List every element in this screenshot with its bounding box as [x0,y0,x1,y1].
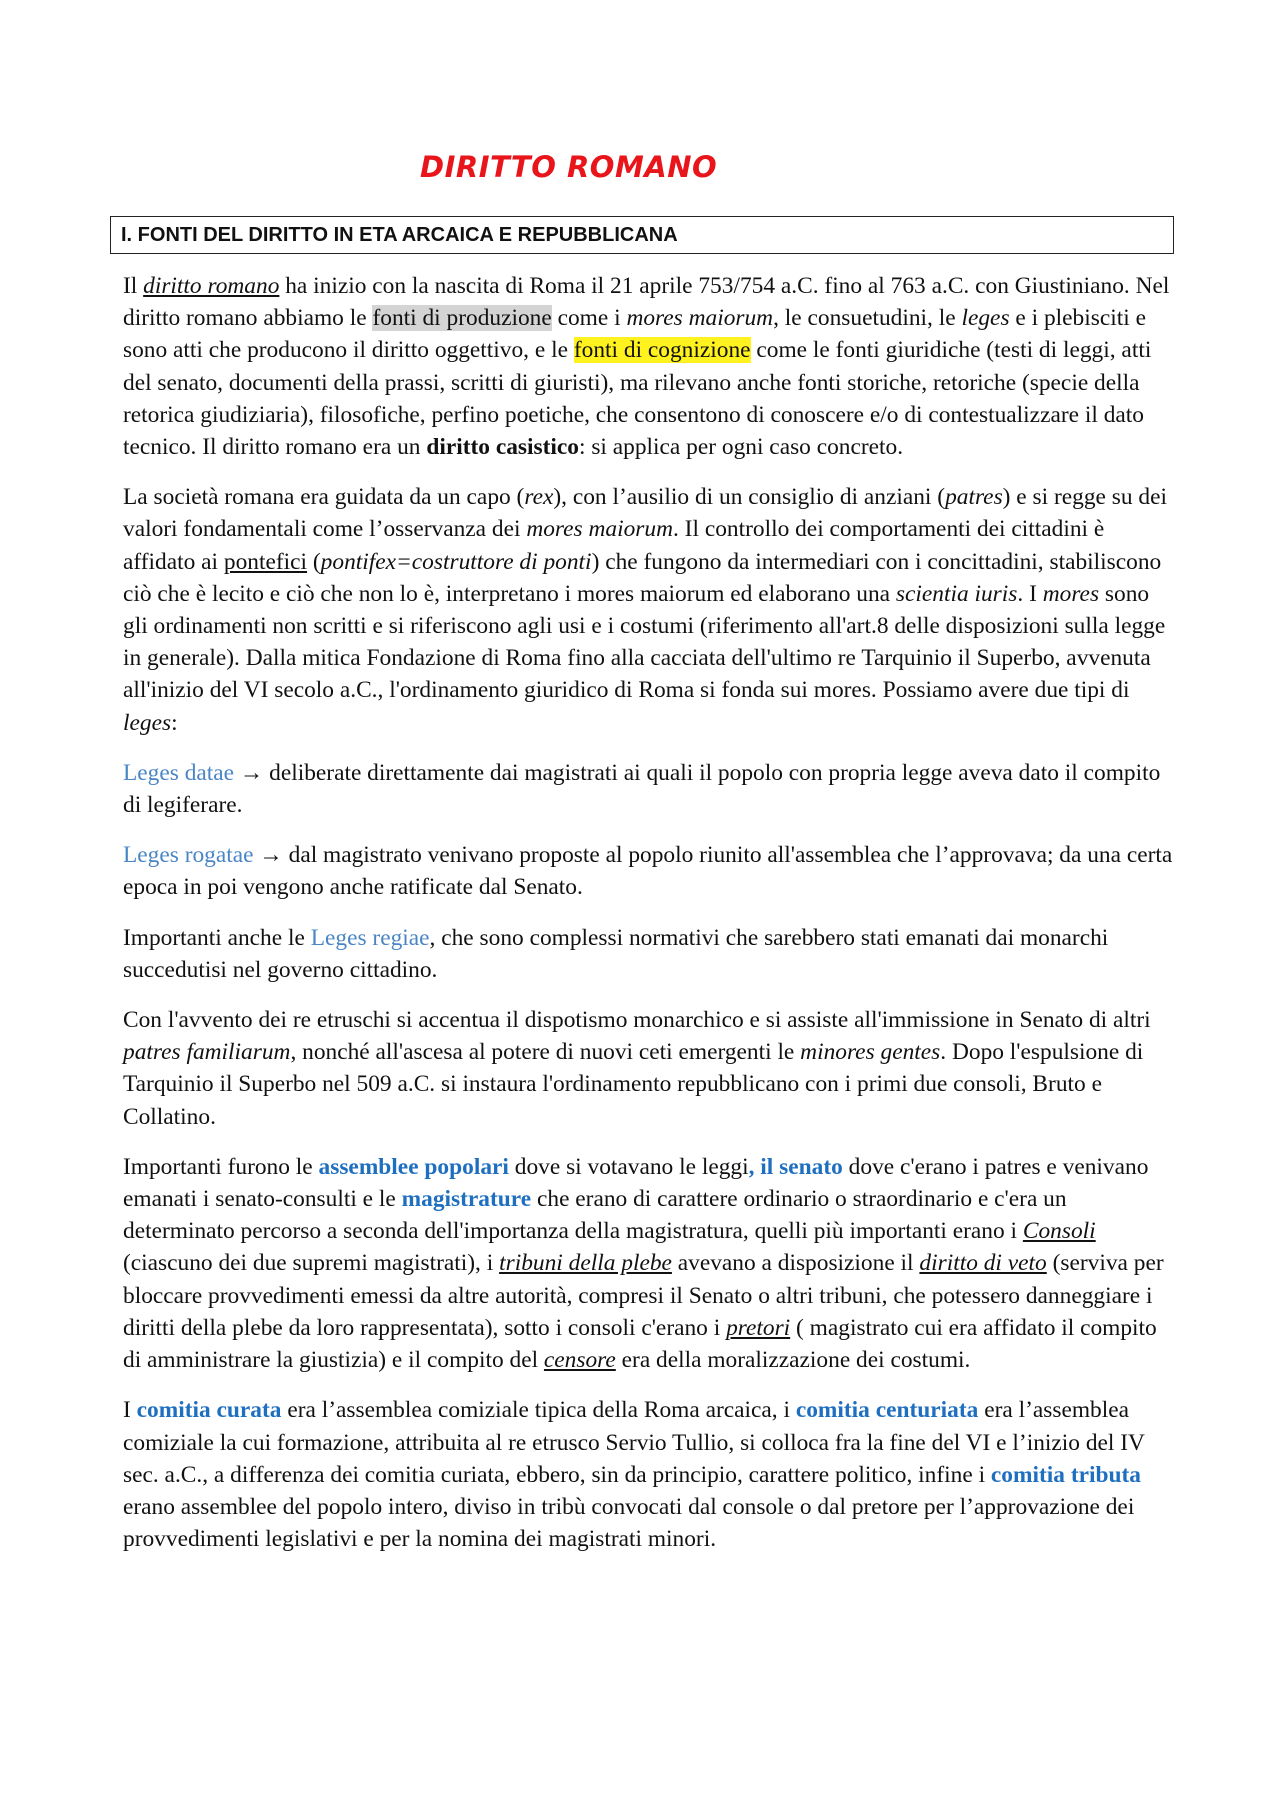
term-diritto-casistico: diritto casistico [426,434,579,461]
term-consoli: Consoli [1022,1218,1096,1245]
term-il-senato: , il senato [748,1153,843,1180]
term-leges-datae: Leges datae [123,759,235,786]
term-pretori: pretori [726,1314,791,1341]
paragraph-leges-rogatae: Leges rogatae → dal magistrato venivano proposte al popolo riunito all'assemblea che l’approvava; da una certa epoca in poi vengono anche ratificate dal Senato. [123,842,1173,901]
term-magistrature: magistrature [401,1186,532,1213]
paragraph-institutions: Importanti furono le assemblee popolari dove si votavano le leggi, il senato dove c'erano i patres e venivano emanati i senato-consulti e le magistrature che erano di carattere ordinario o straordinario e c'era un determinato percorso a seconda dell'importanza della magistratura, quelli più importanti erano i Consoli (ciascuno dei due supremi magistrati), i tribuni della plebe avevano a disposizione il diritto di veto (serviva per bloccare provvedimenti emessi da altre autorità, compresi il Senato o altri tribuni, che potessero danneggiare i diritti della plebe da loro rappresentata), sotto i consoli c'erano i pretori ( magistrato cui era affidato il compito di amministrare la giustizia) e il compito del censore era della moralizzazione dei costumi. [123,1153,1164,1374]
section-heading: I. FONTI DEL DIRITTO IN ETA ARCAICA E REPUBBLICANA [121,223,678,246]
term-comitia-tributa: comitia tributa [990,1461,1141,1488]
term-fonti-di-produzione: fonti di produzione [372,305,552,332]
paragraph-origins: Il diritto romano ha inizio con la nascita di Roma il 21 aprile 753/754 a.C. fino al 763 a.C. con Giustiniano. Nel diritto romano abbiamo le fonti di produzione come i mores maiorum, le consuetudini, le leges e i plebisciti e sono atti che producono il diritto oggettivo, e le fonti di cognizione come le fonti giuridiche (testi di leggi, atti del senato, documenti della prassi, scritti di giuristi), ma rilevano anche fonti storiche, retoriche (specie della retorica giudiziaria), filosofiche, perfino poetiche, che consentono di conoscere e/o di contestualizzare il dato tecnico. Il diritto romano era un diritto casistico: si applica per ogni caso concreto. [123,273,1170,461]
term-comitia-centuriata: comitia centuriata [795,1397,979,1424]
paragraph-etruscan-kings: Con l'avvento dei re etruschi si accentua il dispotismo monarchico e si assiste all'immissione in Senato di altri patres familiarum, nonché all'ascesa al potere di nuovi ceti emergenti le minores gentes. Dopo l'espulsione di Tarquinio il Superbo nel 509 a.C. si instaura l'ordinamento repubblicano con i primi due consoli, Bruto e Collatino. [123,1007,1151,1130]
term-assemblee-popolari: assemblee popolari [318,1153,509,1180]
paragraph-leges-regiae: Importanti anche le Leges regiae, che sono complessi normativi che sarebbero stati emanati dai monarchi succedutisi nel governo cittadino. [123,924,1109,983]
term-diritto-di-veto: diritto di veto [919,1250,1047,1277]
term-leges-rogatae: Leges rogatae [123,842,254,869]
document-title: DIRITTO ROMANO [420,150,718,184]
paragraph-comitia: I comitia curata era l’assemblea comiziale tipica della Roma arcaica, i comitia centuriata era l’assemblea comiziale la cui formazione, attribuita al re etrusco Servio Tullio, si colloca fra la fine del VI e l’inizio del IV sec. a.C., a differenza dei comitia curiata, ebbero, sin da principio, carattere politico, infine i comitia tributa erano assemblee del popolo intero, diviso in tribù convocati dal console o dal pretore per l’approvazione dei provvedimenti legislativi e per la nomina dei magistrati minori. [123,1397,1145,1553]
paragraph-leges-datae: Leges datae → deliberate direttamente dai magistrati ai quali il popolo con propria legge aveva dato il compito di legiferare. [123,759,1161,819]
document-body [123,270,1175,1573]
paragraph-society: La società romana era guidata da un capo (rex), con l’ausilio di un consiglio di anziani (patres) e si regge su dei valori fondamentali come l’osservanza dei mores maiorum. Il controllo dei comportamenti dei cittadini è affidato ai pontefici (pontifex=costruttore di ponti) che fungono da intermediari con i concittadini, stabiliscono ciò che è lecito e ciò che non lo è, interpretano i mores maiorum ed elaborano una scientia iuris. I mores sono gli ordinamenti non scritti e si riferiscono agli usi e i costumi (riferimento all'art.8 delle disposizioni sulla legge in generale). Dalla mitica Fondazione di Roma fino alla cacciata dell'ultimo re Tarquinio il Superbo, avvenuta all'inizio del VI secolo a.C., l'ordinamento giuridico di Roma si fonda sui mores. Possiamo avere due tipi di leges: [123,484,1168,736]
term-pontefici: pontefici [223,548,308,575]
term-diritto-romano: diritto romano [143,273,280,299]
section-heading-box [110,216,1174,254]
term-tribuni-della-plebe: tribuni della plebe [499,1250,672,1277]
term-leges-regiae: Leges regiae [310,924,430,951]
term-censore: censore [543,1347,616,1374]
term-fonti-di-cognizione: fonti di cognizione [573,337,751,364]
term-comitia-curata: comitia curata [136,1397,282,1424]
